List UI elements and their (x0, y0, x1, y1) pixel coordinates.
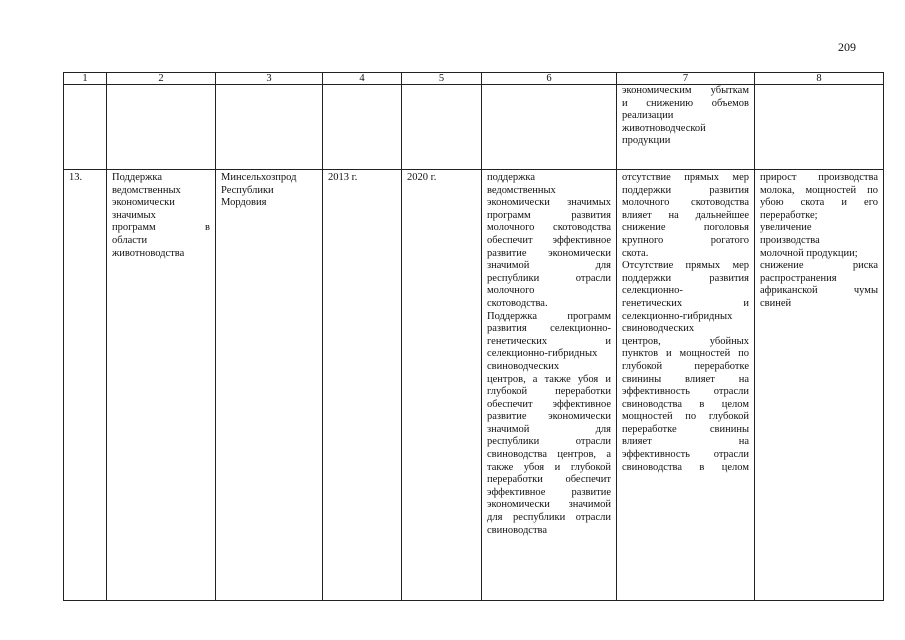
text-line: ведомственных (487, 184, 556, 196)
text-line: переработке; (760, 209, 818, 221)
text-line: снижение риска (760, 260, 878, 272)
continuation-consequences (617, 85, 755, 170)
text-line: развитие экономически (487, 247, 611, 259)
text-line: программ в (112, 222, 210, 234)
text-line: Поддержка (112, 172, 162, 183)
text-line: экономически (112, 197, 175, 209)
text-line: значимой для (487, 423, 611, 435)
text-line: обеспечит эффективное (487, 234, 611, 246)
text-line: поддержки развития (622, 272, 749, 284)
text-line: молочного скотоводства (622, 197, 749, 209)
text-line: свиноводства в целом (622, 461, 749, 473)
header-cell: 8 (755, 73, 884, 85)
text-line: области (112, 234, 148, 246)
text-line: развития селекционно- (487, 323, 611, 335)
continuation-row (64, 85, 884, 170)
header-cell: 4 (323, 73, 402, 85)
text-line: распространения (760, 272, 837, 284)
text-line: убою скота и его (760, 197, 878, 209)
text-line: центров, а также убоя и (487, 373, 611, 385)
text-line: центров, убойных (622, 335, 749, 347)
header-cell: 1 (64, 73, 107, 85)
text-line: глубокой переработке (622, 360, 749, 372)
text-line: обеспечит эффективное (487, 398, 611, 410)
text-line: молока, мощностей по (760, 184, 878, 196)
text-line: программ развития (487, 209, 611, 221)
text-line: молочной продукции; (760, 247, 858, 259)
text-line: селекционно-гибридных (487, 348, 598, 360)
header-cell: 3 (216, 73, 323, 85)
page-number: 209 (838, 40, 856, 54)
text-line: республики отрасли (487, 272, 611, 284)
text-line: переработке свинины (622, 423, 749, 435)
text-line: Республики (221, 184, 274, 196)
text-line: свиней (760, 297, 792, 309)
text-line: свинины влияет на (622, 373, 749, 385)
text-line: реализации (622, 110, 674, 122)
header-row (64, 73, 884, 85)
text-line: африканской чумы (760, 285, 878, 297)
text-line: экономическим убыткам (622, 85, 749, 96)
text-line: влияет на (622, 436, 749, 448)
text-line: генетических и (487, 335, 611, 347)
text-line: и снижению объемов (622, 97, 749, 109)
text-line: животноводческой (622, 122, 706, 134)
text-line: для республики отрасли (487, 512, 611, 524)
text-line: Минсельхозпрод (221, 172, 297, 183)
text-line: свиноводческих (487, 360, 560, 372)
text-line: влияет на дальнейшее (622, 209, 749, 221)
executor (216, 170, 323, 601)
indicators (755, 170, 884, 601)
text-line: мощностей по глубокой (622, 411, 749, 423)
start-year: 2013 г. (323, 170, 402, 601)
text-line: свиноводства центров, а (487, 449, 611, 461)
text-line: прирост производства (760, 172, 878, 183)
text-line: скотоводства. (487, 297, 548, 309)
text-line: глубокой переработки (487, 386, 611, 398)
text-line: отсутствие прямых мер (622, 172, 749, 183)
text-line: Мордовия (221, 197, 267, 209)
text-line: крупного рогатого (622, 234, 749, 246)
header-cell: 5 (402, 73, 482, 85)
header-cell: 2 (107, 73, 216, 85)
expected-result (482, 170, 617, 601)
end-year: 2020 г. (402, 170, 482, 601)
text-line: животноводства (112, 247, 185, 259)
text-line: значимых (112, 209, 156, 221)
text-line: свиноводческих (622, 323, 695, 335)
text-line: эффективное развитие (487, 486, 611, 498)
text-line: скота. (622, 247, 649, 259)
text-line: свиноводства (487, 524, 548, 536)
consequences (617, 170, 755, 601)
text-line: пунктов и мощностей по (622, 348, 749, 360)
text-line: поддержки развития (622, 184, 749, 196)
text-line: снижение поголовья (622, 222, 749, 234)
text-line: поддержка (487, 172, 536, 183)
text-line: ведомственных (112, 184, 181, 196)
text-line: селекционно-гибридных (622, 310, 733, 322)
text-line: свиноводства в целом (622, 398, 749, 410)
text-line: селекционно- (622, 285, 683, 297)
event-name (107, 170, 216, 601)
text-line: развитие экономически (487, 411, 611, 423)
text-line: экономически значимой (487, 499, 611, 511)
text-line: производства (760, 234, 820, 246)
row-number: 13. (64, 170, 107, 601)
text-line: экономически значимых (487, 197, 611, 209)
text-line: молочного (487, 285, 535, 297)
text-line: Поддержка программ (487, 310, 611, 322)
text-line: значимой для (487, 260, 611, 272)
text-line: также убоя и глубокой (487, 461, 611, 473)
text-line: эффективность отрасли (622, 449, 749, 461)
text-line: продукции (622, 135, 671, 147)
text-line: увеличение (760, 222, 812, 234)
header-cell: 6 (482, 73, 617, 85)
table-row (64, 170, 884, 601)
text-line: эффективность отрасли (622, 386, 749, 398)
text-line: переработки обеспечит (487, 474, 611, 486)
text-line: республики отрасли (487, 436, 611, 448)
text-line: молочного скотоводства (487, 222, 611, 234)
header-cell: 7 (617, 73, 755, 85)
program-table (63, 72, 884, 601)
text-line: Отсутствие прямых мер (622, 260, 749, 272)
text-line: генетических и (622, 297, 749, 309)
